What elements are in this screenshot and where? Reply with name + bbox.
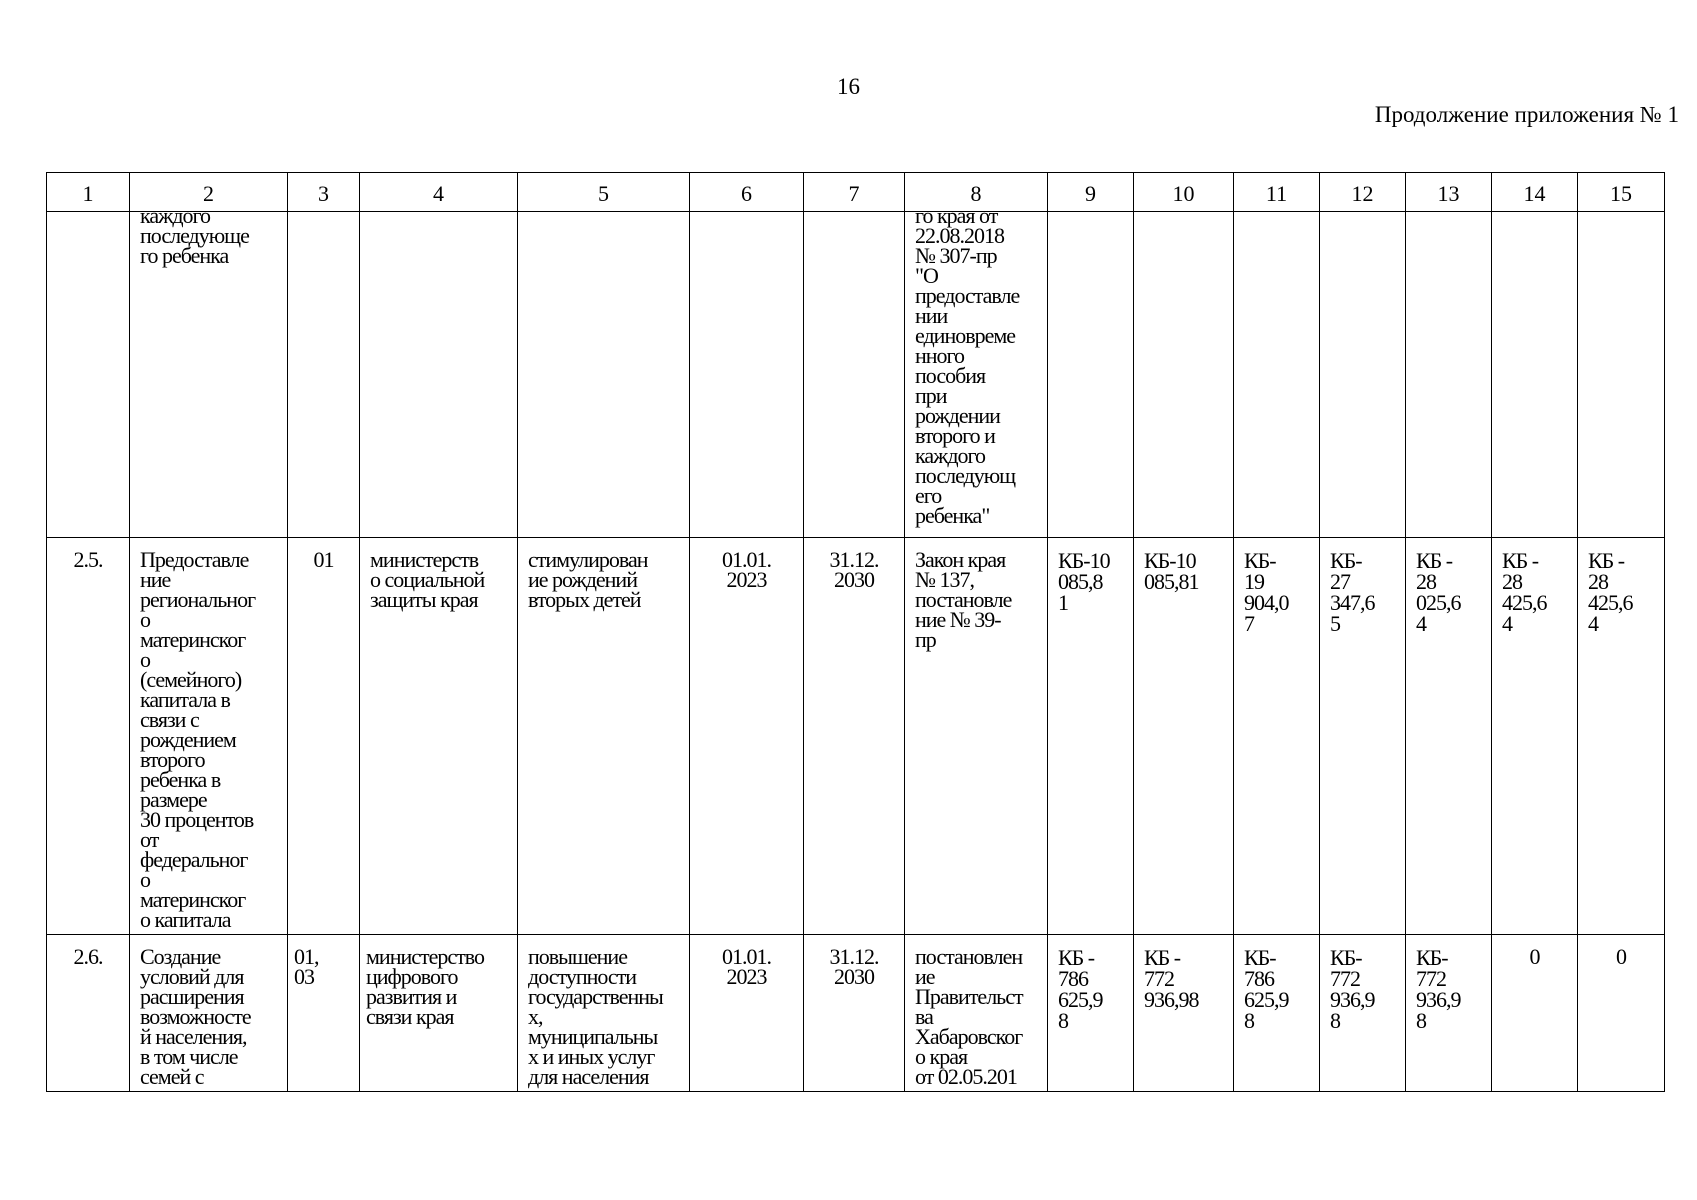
table-row xyxy=(47,212,1665,538)
row-number: 2.5. xyxy=(73,547,103,572)
table-cell: Закон края № 137, постановле ние № 39- пр xyxy=(915,547,1012,652)
table-cell: КБ - 772 936,98 xyxy=(1144,945,1199,1012)
table-cell: 01.01. 2023 xyxy=(722,944,771,989)
column-header: 3 xyxy=(288,173,360,212)
column-header: 11 xyxy=(1234,173,1320,212)
column-header: 8 xyxy=(905,173,1048,212)
table-cell: КБ- 27 347,6 5 xyxy=(1330,548,1375,636)
table-row xyxy=(47,935,1665,1092)
table-cell: КБ - 28 425,6 4 xyxy=(1588,548,1633,636)
column-header: 15 xyxy=(1578,173,1665,212)
table-cell: Создание условий для расширения возможносте й населения, в том числе семей с xyxy=(140,944,251,1089)
column-header: 10 xyxy=(1134,173,1234,212)
column-header: 7 xyxy=(804,173,905,212)
table-cell: КБ-10 085,8 1 xyxy=(1058,548,1110,615)
column-header: 2 xyxy=(130,173,288,212)
table-cell: КБ - 28 425,6 4 xyxy=(1502,548,1547,636)
table-cell: КБ-10 085,81 xyxy=(1144,548,1199,594)
table-cell: КБ- 772 936,9 8 xyxy=(1416,945,1461,1033)
table-cell: го края от 22.08.2018 № 307-пр "О предоставле нии единовреме нного пособия при рождении второго и каждого последующ его ребенка" xyxy=(915,203,1020,528)
table-cell: повышение доступности государственны х, муниципальны х и иных услуг для населения xyxy=(528,944,663,1089)
table-cell: КБ- 786 625,9 8 xyxy=(1244,945,1289,1033)
column-header: 1 xyxy=(47,173,130,212)
column-header: 6 xyxy=(690,173,804,212)
table-cell: 0 xyxy=(1616,944,1626,969)
appendix-continuation-label: Продолжение приложения № 1 xyxy=(1374,102,1679,127)
appendix-table xyxy=(46,172,1665,1092)
table-cell: Предоставле ние региональног о материнског о (семейного) капитала в связи с рождением второго ребенка в размере 30 процентов от федеральног о материнског о капитала xyxy=(140,547,256,932)
table-cell: министерство цифрового развития и связи края xyxy=(366,944,485,1029)
column-header: 12 xyxy=(1320,173,1406,212)
table-cell: постановлен ие Правительст ва Хабаровског о края от 02.05.201 xyxy=(915,944,1023,1089)
table-cell: министерств о социальной защиты края xyxy=(370,547,485,612)
table-cell: 01 xyxy=(313,547,334,572)
table-cell: КБ - 28 025,6 4 xyxy=(1416,548,1461,636)
table-cell: КБ - 786 625,9 8 xyxy=(1058,945,1103,1033)
table-cell: 31.12. 2030 xyxy=(829,944,879,989)
row-number: 2.6. xyxy=(73,944,103,969)
column-header: 14 xyxy=(1492,173,1578,212)
table-cell: 0 xyxy=(1529,944,1540,969)
table-cell: 01.01. 2023 xyxy=(722,547,771,592)
column-header: 5 xyxy=(518,173,690,212)
table-cell: КБ- 19 904,0 7 xyxy=(1244,548,1289,636)
column-header: 13 xyxy=(1406,173,1492,212)
table-cell: каждого последующе го ребенка xyxy=(140,203,249,268)
table-cell: КБ- 772 936,9 8 xyxy=(1330,945,1375,1033)
column-header: 9 xyxy=(1048,173,1134,212)
column-header: 4 xyxy=(360,173,518,212)
table-cell: 01, 03 xyxy=(294,944,319,989)
table-cell: стимулирован ие рождений вторых детей xyxy=(528,547,648,612)
page-number: 16 xyxy=(837,74,860,99)
table-cell: 31.12. 2030 xyxy=(829,547,879,592)
table-row xyxy=(47,538,1665,935)
